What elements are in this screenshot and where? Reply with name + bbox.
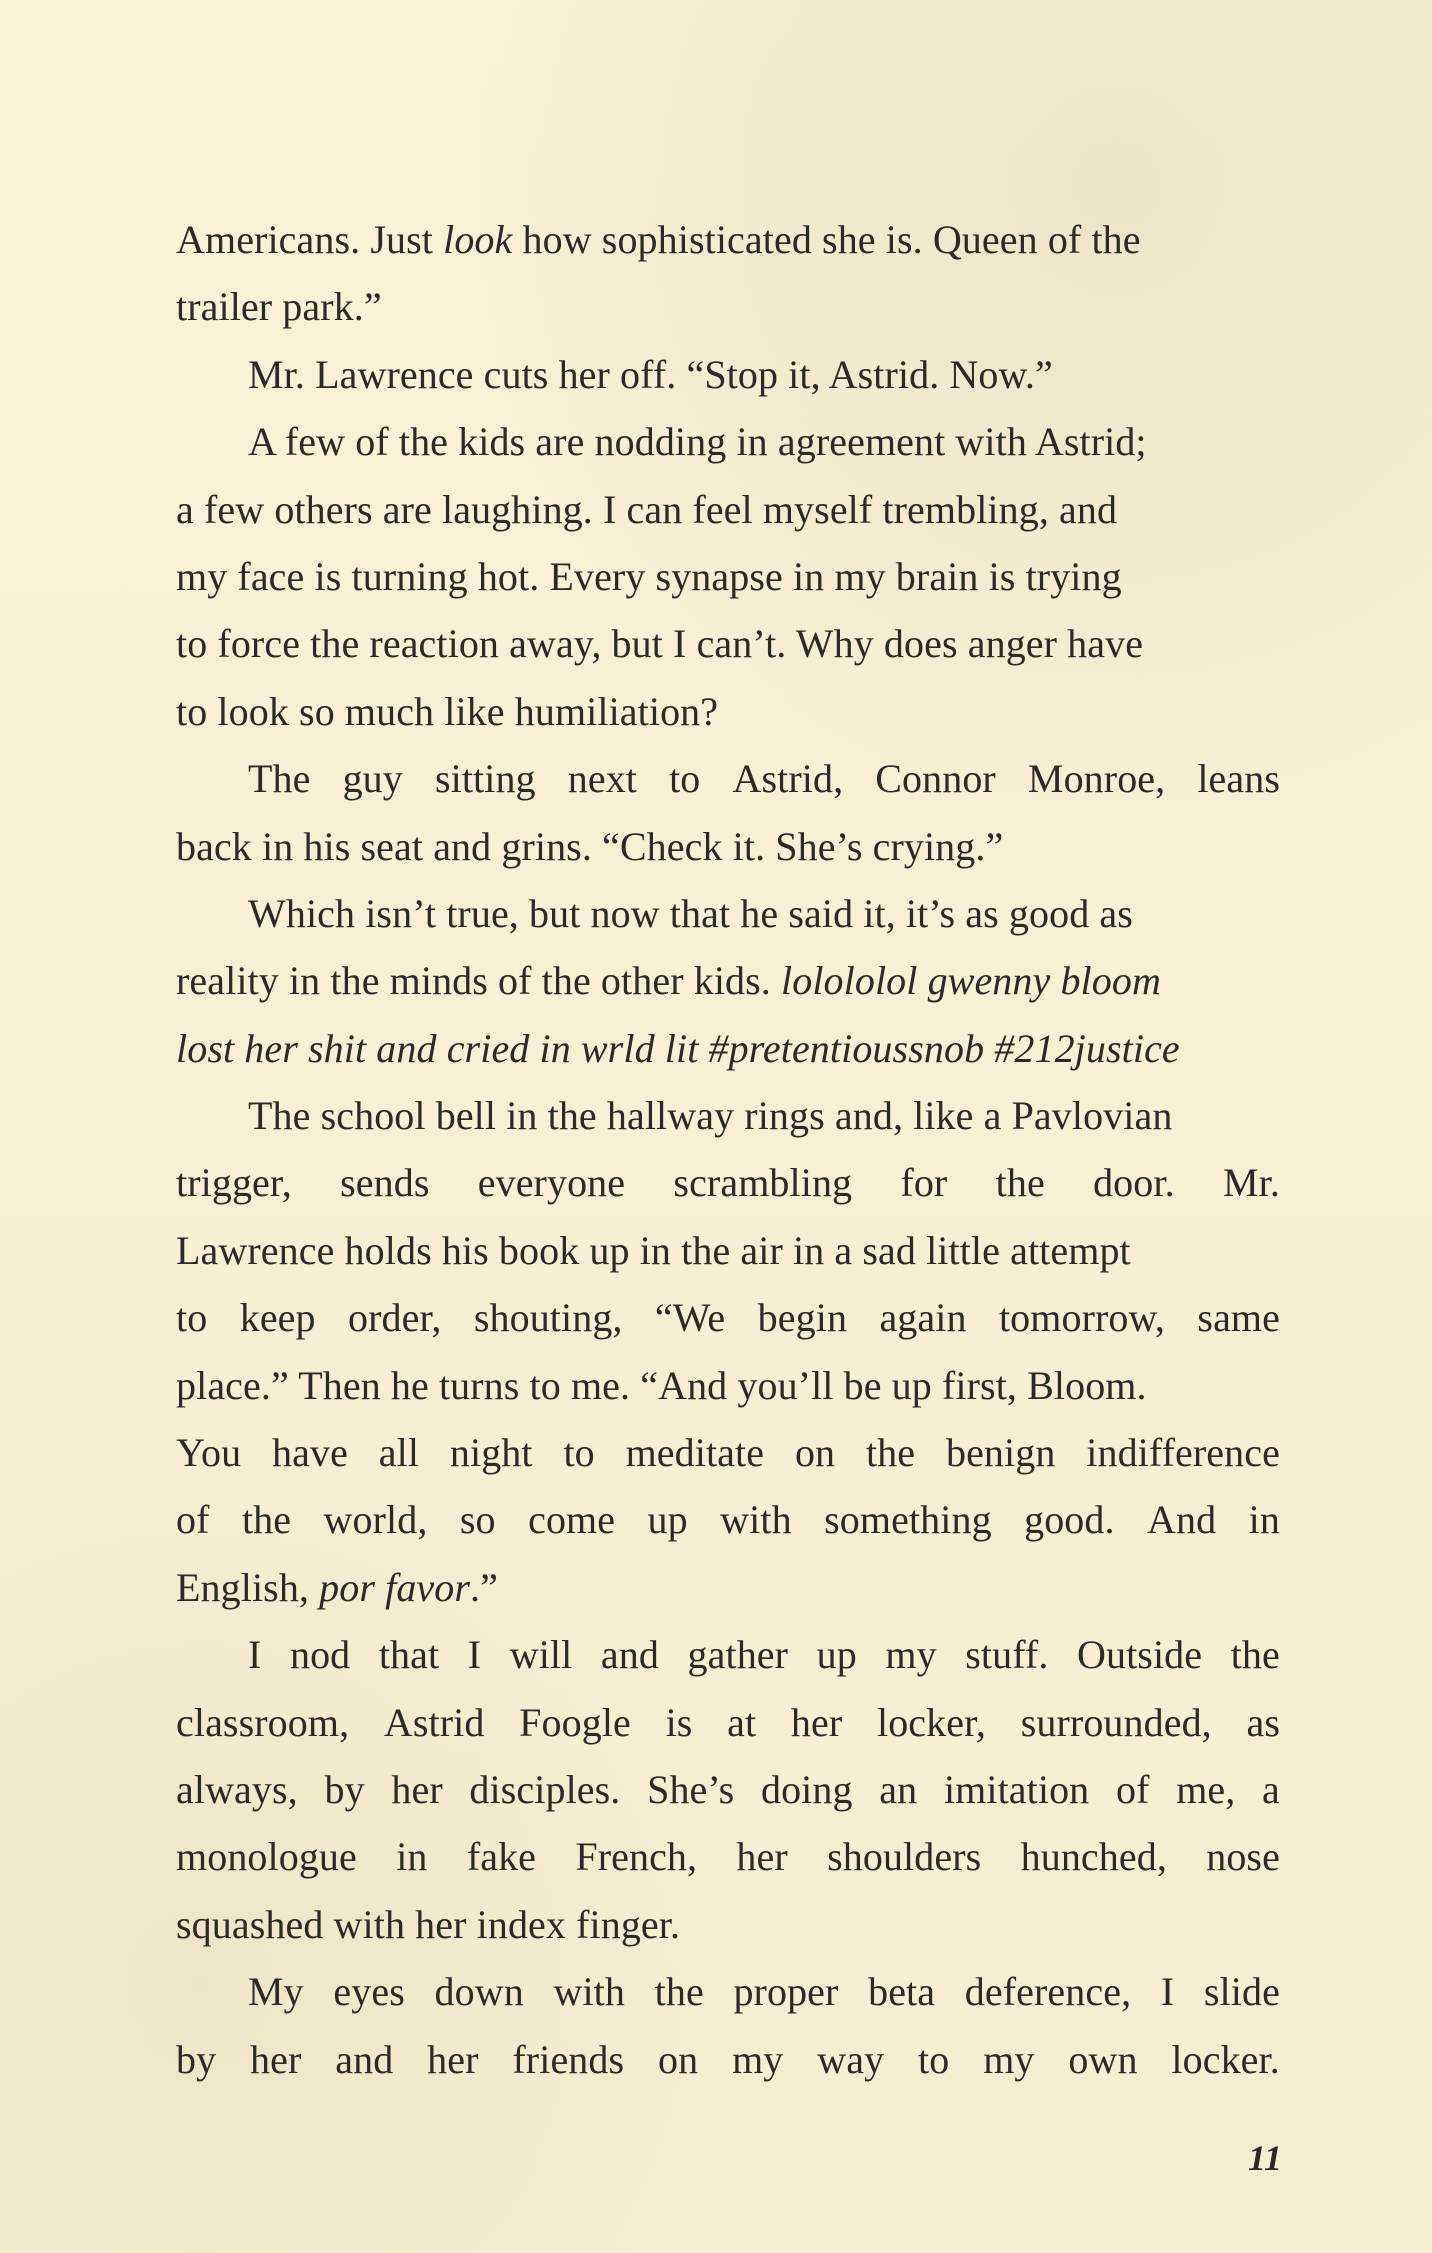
word: locker, <box>876 1699 987 1745</box>
text-line <box>176 1217 1280 1284</box>
word: my <box>885 1632 937 1678</box>
word: Foogle <box>519 1699 631 1745</box>
word: up <box>647 1497 688 1543</box>
word: something <box>824 1497 992 1543</box>
body-text <box>176 206 1280 2093</box>
word: surrounded, <box>1020 1699 1212 1745</box>
word: doing <box>760 1766 853 1812</box>
text-line <box>176 1823 1280 1890</box>
word: and <box>335 2036 394 2082</box>
word: leans <box>1197 756 1280 802</box>
text-segment: A few of the kids are nodding in agreement with Astrid; <box>248 419 1147 465</box>
word: me, <box>1176 1766 1236 1812</box>
word: same <box>1197 1295 1280 1341</box>
text-segment: Lawrence holds his book up in the air in a sad little attempt <box>176 1227 1131 1273</box>
word: trigger, <box>176 1160 292 1206</box>
word: My <box>248 1969 304 2015</box>
text-line <box>176 947 1280 1014</box>
word: the <box>241 1497 292 1543</box>
word: next <box>567 756 638 802</box>
word: of <box>1115 1766 1150 1812</box>
word: her <box>790 1699 843 1745</box>
word: the <box>654 1969 704 2015</box>
text-segment: Americans. Just <box>176 217 444 262</box>
word: down <box>434 1969 524 2015</box>
word: the <box>995 1160 1045 1206</box>
text-line <box>176 408 1280 475</box>
word: locker. <box>1171 2036 1280 2082</box>
word: with <box>720 1497 792 1543</box>
text-line <box>176 1352 1280 1419</box>
word: my <box>732 2036 784 2082</box>
word: by <box>176 2036 217 2082</box>
text-line <box>176 1082 1280 1149</box>
page-number: 11 <box>1247 2138 1282 2178</box>
word: with <box>553 1969 625 2015</box>
italic-text-segment: por favor <box>319 1564 471 1610</box>
text-line <box>176 1015 1280 1082</box>
text-line <box>176 1554 1280 1621</box>
text-line <box>176 341 1280 408</box>
text-segment: how sophisticated she is. Queen of the <box>512 217 1141 262</box>
text-line <box>176 1419 1280 1486</box>
word: imitation <box>943 1766 1090 1812</box>
word: Monroe, <box>1027 756 1166 802</box>
word: fake <box>466 1834 537 1880</box>
word: to <box>918 2036 950 2082</box>
word: to <box>669 756 701 802</box>
word: good. <box>1024 1497 1115 1543</box>
text-line <box>176 1891 1280 1958</box>
word: deference, <box>964 1969 1132 2015</box>
word: to <box>176 1295 208 1341</box>
word: Mr. <box>1222 1160 1280 1206</box>
word: sends <box>340 1160 430 1206</box>
word: guy <box>342 756 403 802</box>
word: begin <box>757 1295 848 1341</box>
word: that <box>378 1632 440 1678</box>
word: way <box>817 2036 885 2082</box>
word: her <box>250 2036 302 2082</box>
word: in <box>1248 1497 1280 1543</box>
word: the <box>865 1430 916 1476</box>
text-segment: place.” Then he turns to me. “And you’ll be up first, Bloom. <box>176 1362 1147 1408</box>
word: meditate <box>625 1430 765 1476</box>
word: always, <box>176 1766 298 1812</box>
word: sitting <box>434 756 536 802</box>
text-line <box>176 273 1280 340</box>
word: benign <box>945 1430 1056 1476</box>
text-line <box>176 1621 1280 1688</box>
text-line <box>176 678 1280 745</box>
text-segment: back in his seat and grins. “Check it. She’s crying.” <box>176 823 1004 869</box>
word: as <box>1246 1699 1280 1745</box>
word: I <box>248 1632 262 1678</box>
word: by <box>324 1766 365 1812</box>
word: gather <box>687 1632 789 1678</box>
text-line <box>176 476 1280 543</box>
word: French, <box>575 1834 698 1880</box>
word: own <box>1068 2036 1138 2082</box>
word: stuff. <box>965 1632 1049 1678</box>
text-segment: to look so much like humiliation? <box>176 688 719 734</box>
text-segment: Mr. Lawrence cuts her off. “Stop it, Astrid. Now.” <box>248 351 1053 397</box>
word: You <box>176 1430 242 1476</box>
text-line <box>176 1756 1280 1823</box>
word: nose <box>1206 1834 1280 1880</box>
word: I <box>1160 1969 1175 2015</box>
word: all <box>378 1430 420 1476</box>
word: for <box>900 1160 948 1206</box>
word: in <box>396 1834 428 1880</box>
text-line <box>176 1958 1280 2025</box>
word: disciples. <box>469 1766 621 1812</box>
word: my <box>983 2036 1035 2082</box>
text-line <box>176 745 1280 812</box>
word: nod <box>289 1632 351 1678</box>
word: indifference <box>1086 1430 1280 1476</box>
word: Outside <box>1077 1632 1203 1678</box>
word: Connor <box>875 756 996 802</box>
word: a <box>1262 1766 1280 1812</box>
text-line <box>176 543 1280 610</box>
word: the <box>1230 1632 1280 1678</box>
text-line <box>176 1486 1280 1553</box>
word: beta <box>868 1969 936 2015</box>
word: order, <box>348 1295 442 1341</box>
text-line <box>176 1149 1280 1216</box>
italic-text-segment: look <box>443 217 513 262</box>
word: have <box>272 1430 348 1476</box>
word: everyone <box>477 1160 626 1206</box>
word: her <box>736 1834 788 1880</box>
word: up <box>816 1632 857 1678</box>
word: scrambling <box>673 1160 853 1206</box>
word: She’s <box>647 1766 735 1812</box>
word: Astrid, <box>732 756 844 802</box>
word: tomorrow, <box>998 1295 1166 1341</box>
word: shoulders <box>827 1834 982 1880</box>
text-segment: The school bell in the hallway rings and, like a Pavlovian <box>248 1093 1173 1139</box>
word: night <box>449 1430 533 1476</box>
word: “We <box>654 1295 726 1341</box>
text-line <box>176 1284 1280 1351</box>
word: keep <box>239 1295 316 1341</box>
word: so <box>459 1497 496 1543</box>
text-line <box>176 880 1280 947</box>
text-line <box>176 813 1280 880</box>
italic-text-segment: lost her shit and cried in wrld lit #pretentioussnob #212justice <box>176 1025 1180 1071</box>
word: world, <box>323 1497 428 1543</box>
word: eyes <box>333 1969 405 2015</box>
word: door. <box>1093 1160 1175 1206</box>
text-segment: a few others are laughing. I can feel myself trembling, and <box>176 486 1118 532</box>
word: monologue <box>176 1834 357 1880</box>
text-segment: English, <box>176 1564 320 1610</box>
word: classroom, <box>176 1699 350 1745</box>
text-segment: Which isn’t true, but now that he said it, it’s as good as <box>248 890 1133 936</box>
text-segment: reality in the minds of the other kids. <box>176 958 781 1004</box>
word: hunched, <box>1020 1834 1167 1880</box>
text-line <box>176 610 1280 677</box>
word: I <box>467 1632 482 1678</box>
word: The <box>248 756 311 802</box>
text-line <box>176 206 1280 273</box>
text-segment: to force the reaction away, but I can’t. Why does anger have <box>176 621 1144 667</box>
word: will <box>509 1632 573 1678</box>
text-segment: .” <box>470 1564 499 1610</box>
word: of <box>176 1497 210 1543</box>
word: and <box>600 1632 659 1678</box>
text-line <box>176 2026 1280 2093</box>
word: her <box>391 1766 443 1812</box>
word: at <box>727 1699 757 1745</box>
word: proper <box>733 1969 839 2015</box>
word: Astrid <box>383 1699 485 1745</box>
word: is <box>665 1699 693 1745</box>
text-segment: my face is turning hot. Every synapse in my brain is trying <box>176 553 1122 599</box>
word: come <box>528 1497 616 1543</box>
word: again <box>879 1295 967 1341</box>
word: friends <box>512 2036 625 2082</box>
italic-text-segment: lolololol gwenny bloom <box>781 958 1161 1004</box>
word: to <box>563 1430 595 1476</box>
word: her <box>427 2036 479 2082</box>
word: shouting, <box>473 1295 623 1341</box>
word: an <box>879 1766 918 1812</box>
text-segment: squashed with her index finger. <box>176 1901 681 1947</box>
word: on <box>794 1430 836 1476</box>
word: on <box>658 2036 699 2082</box>
text-segment: trailer park.” <box>176 284 382 330</box>
word: slide <box>1203 1969 1280 2015</box>
text-line <box>176 1689 1280 1756</box>
word: And <box>1147 1497 1217 1543</box>
